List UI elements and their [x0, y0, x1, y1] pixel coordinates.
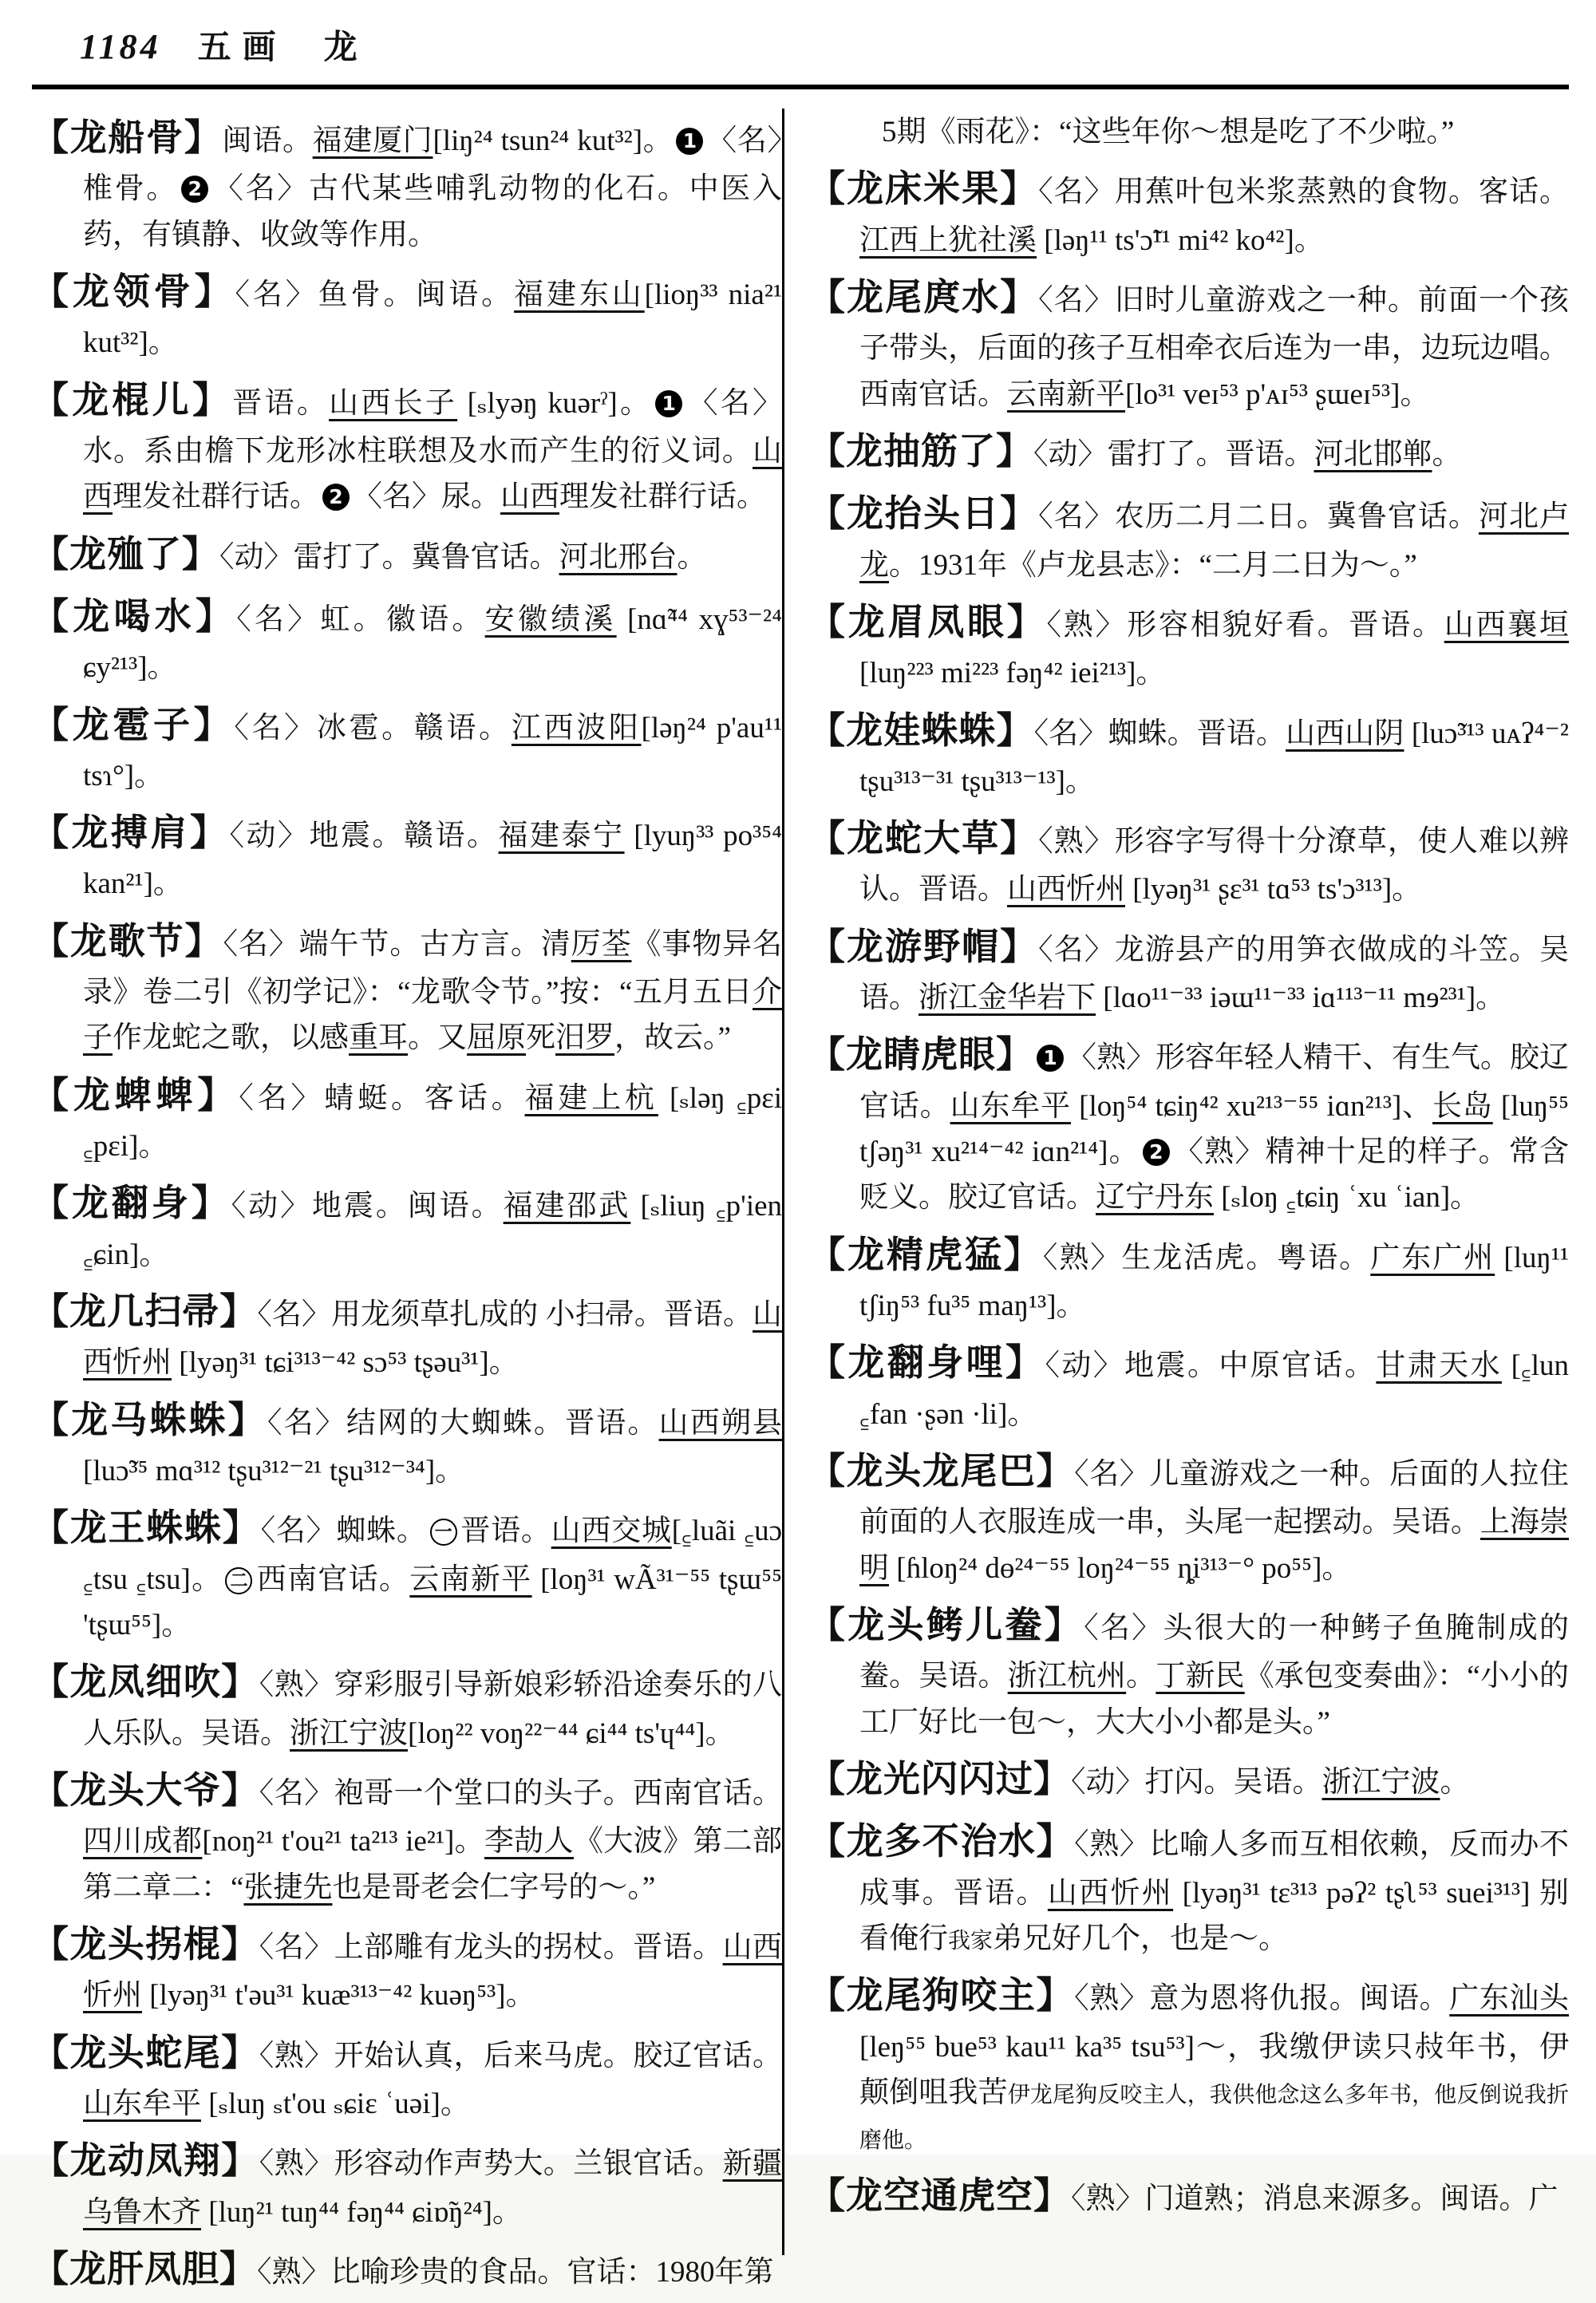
- entry-text: 〈熟〉生龙活虎。粤语。: [1042, 1241, 1371, 1274]
- entry-text: 晋语。: [460, 1515, 551, 1548]
- dict-entry: [32, 1916, 782, 2019]
- radical-label: 龙: [323, 30, 369, 66]
- entry-text: [lo³¹ veɪ⁵³ p'ᴀɪ⁵³ ʂɯeɪ⁵³]。: [1125, 377, 1430, 411]
- proper-noun: 山西交城: [551, 1515, 672, 1548]
- entry-headword: 【龙凤细吹】: [32, 1661, 259, 1703]
- dict-entry: [32, 1762, 782, 1910]
- entry-headword: 【龙歌节】: [32, 920, 223, 962]
- entry-text: [lyəŋ³¹ ʂɛ³¹ tɑ⁵³ ts'ɔ³¹³]。: [1125, 873, 1422, 907]
- dict-entry: [32, 372, 782, 520]
- proper-noun: 浙江金华岩下: [918, 982, 1096, 1015]
- entry-text: 闽语。: [222, 124, 313, 157]
- entry-headword: 【龙头蛇尾】: [32, 2032, 259, 2073]
- entry-text: 〈熟〉形容年轻人精干、有生气。胶辽官话。: [859, 1041, 1570, 1123]
- entry-text: [liŋ²⁴ tsun²⁴ kut³²]。: [433, 124, 674, 157]
- two-column-body: [32, 104, 1569, 2303]
- entry-text: 〈动〉打闪。吴语。: [1071, 1766, 1322, 1799]
- entry-text: 〈名〉头很大的一种鲓子鱼腌制成的鲞。吴语。: [859, 1612, 1570, 1693]
- entry-text: 〈动〉地震。赣语。: [229, 820, 499, 853]
- page-header: [32, 21, 1569, 80]
- proper-noun: 山西山阴: [1286, 717, 1404, 750]
- dict-entry: [808, 702, 1569, 805]
- entry-headword: 【龙蛇大草】: [808, 818, 1039, 859]
- proper-noun: 山东牟平: [950, 1089, 1072, 1123]
- entry-headword: 【龙头大爷】: [32, 1770, 259, 1811]
- entry-text: ，故云。”: [614, 1021, 731, 1055]
- entry-headword: 【龙娃蛛蛛】: [808, 709, 1034, 751]
- header-rule: [32, 85, 1569, 89]
- dict-entry: [32, 109, 782, 258]
- entry-text: 〈动〉地震。闽语。: [231, 1190, 504, 1223]
- entry-headword: 【龙马蛛蛛】: [32, 1399, 267, 1440]
- dict-entry: [808, 269, 1569, 417]
- entry-text: 〈名〉端午节。古方言。清: [223, 927, 571, 961]
- proper-noun: 辽宁丹东: [1096, 1181, 1215, 1215]
- proper-noun: 安徽绩溪: [484, 602, 617, 636]
- entry-text: 《大波》第二部第二章二：“: [83, 1825, 783, 1904]
- proper-noun: 山西襄垣: [1444, 608, 1570, 642]
- entry-text: [luɔ̃³⁵ mɑ³¹² tʂu³¹²⁻²¹ tʂu³¹²⁻³⁴]。: [83, 1455, 465, 1488]
- dict-entry: [808, 1227, 1569, 1329]
- entry-text: 。1931年《卢龙县志》：“二月二日为～。”: [889, 548, 1417, 582]
- proper-noun: 上海崇明: [859, 1506, 1570, 1585]
- right-column: [784, 104, 1569, 2303]
- dict-entry: [32, 1067, 782, 1170]
- entry-text: [leŋ⁵⁵ bue⁵³ kau¹¹ ka³⁵ tsu⁵³]～，我缴伊读只敊年书，伊颠倒咀我苦: [859, 2030, 1569, 2109]
- dict-entry: [808, 1751, 1569, 1807]
- dict-entry: [32, 913, 782, 1061]
- left-column: [32, 104, 782, 2303]
- entry-text: [lyəŋ³¹ tɛ³¹³ pəʔ² tʂʅ⁵³ suei³¹³] 别看俺行: [859, 1876, 1570, 1955]
- dict-entry: [808, 918, 1569, 1021]
- entry-text: 晋语。: [232, 386, 330, 420]
- dict-entry: [32, 2025, 782, 2127]
- entry-text: [luŋ²¹ tuŋ⁴⁴ fəŋ⁴⁴ ɕiɒ̃ŋ²⁴]。: [201, 2195, 522, 2229]
- entry-text: 〈名〉结网的大蜘蛛。晋语。: [267, 1406, 659, 1440]
- entry-headword: 【龙游野帽】: [808, 926, 1039, 967]
- proper-noun: 浙江宁波: [290, 1716, 408, 1750]
- dict-entry: [32, 2132, 782, 2235]
- dict-entry: [32, 588, 782, 691]
- proper-noun: 山西: [83, 434, 783, 514]
- entry-headword: 【龙头龙尾巴】: [808, 1451, 1075, 1492]
- proper-noun: 屈原: [467, 1021, 526, 1055]
- entry-headword: 【龙喝水】: [32, 595, 237, 637]
- stroke-section-label: 五画: [197, 30, 287, 66]
- sense-number-badge: 2: [181, 176, 208, 203]
- entry-text: 死: [526, 1021, 555, 1055]
- entry-text: 〈名〉龙游县产的用笋衣做成的斗笠。吴语。: [859, 933, 1570, 1015]
- entry-text: 5期《雨花》：“这些年你～想是吃了不少啦。”: [882, 116, 1455, 148]
- entry-text: 〈熟〉比喻珍贵的食品。官话：1980年第: [257, 2255, 774, 2289]
- dict-entry: [32, 697, 782, 800]
- entry-text: 。: [677, 540, 707, 574]
- entry-text: 〈名〉用龙须草扎成的 小扫帚。晋语。: [257, 1298, 753, 1332]
- entry-headword: 【龙尾狗咬主】: [808, 1975, 1075, 2017]
- entry-text: [loŋ³¹ wÃ³¹⁻⁵⁵ tʂɯ⁵⁵ 'tʂɯ⁵⁵]。: [83, 1562, 783, 1642]
- entry-headword: 【龙尾庹水】: [808, 276, 1039, 318]
- proper-noun: 广东汕头: [1449, 1982, 1570, 2016]
- entry-text: 〈名〉蜘蛛。晋语。: [1033, 717, 1286, 750]
- sense-number-badge: 1: [676, 128, 703, 155]
- entry-text: [lioŋ³³ nia²¹ kut³²]。: [83, 278, 783, 360]
- entry-text: [luɔ̃³¹³ uᴀʔ⁴⁻² tʂu³¹³⁻³¹ tʂu³¹³⁻¹³]。: [859, 717, 1570, 798]
- proper-noun: 浙江宁波: [1321, 1766, 1440, 1799]
- entry-continuation: [808, 109, 1569, 155]
- entry-text: 〈熟〉意为恩将仇报。闽语。: [1074, 1982, 1450, 2016]
- entry-headword: 【龙空通虎空】: [808, 2175, 1072, 2216]
- entry-text: 理发社群行话。: [559, 480, 766, 514]
- dict-entry: [808, 160, 1569, 263]
- entry-text: [noŋ²¹ t'ou²¹ ta²¹³ ie²¹]。: [202, 1825, 484, 1859]
- dict-entry: [32, 1175, 782, 1278]
- page-number: 1184: [80, 27, 161, 66]
- entry-text: 作龙蛇之歌，以感: [113, 1021, 349, 1055]
- proper-noun: 汨罗: [555, 1021, 614, 1055]
- dict-entry: [32, 263, 782, 366]
- proper-noun: 山西忻州: [83, 1298, 783, 1380]
- gloss-small-text: 伊龙尾狗反咬主人，我供他念这么多年书，他反倒说我折磨他。: [859, 2082, 1569, 2154]
- entry-headword: 【龙睛虎眼】: [808, 1034, 1034, 1076]
- entry-text: [loŋ²² voŋ²²⁻⁴⁴ ɕi⁴⁴ ts'ɥ⁴⁴]。: [408, 1716, 735, 1750]
- entry-text: 〈熟〉开始认真，后来马虎。胶辽官话。: [259, 2039, 783, 2072]
- entry-headword: 【龙眉凤眼】: [808, 601, 1047, 642]
- entry-text: [lyəŋ³¹ tɕi³¹³⁻⁴² sɔ⁵³ tʂəu³¹]。: [172, 1346, 519, 1380]
- entry-text: 〈名〉农历二月二日。冀鲁官话。: [1038, 500, 1479, 534]
- entry-text: 《事物异名录》卷二引《初学记》：“龙歌令节。”按：“五月五日: [83, 927, 783, 1009]
- entry-text: 弟兄好几个，也是～。: [993, 1922, 1289, 1955]
- entry-headword: 【龙头拐棍】: [32, 1923, 259, 1965]
- entry-headword: 【龙翻身哩】: [808, 1342, 1045, 1384]
- entry-text: 〈名〉儿童游戏之一种。后面的人拉住前面的人衣服连成一串，头尾一起摆动。吴语。: [859, 1458, 1570, 1539]
- entry-text: 〈熟〉穿彩服引导新娘彩轿沿途奏乐的八人乐队。吴语。: [83, 1669, 783, 1750]
- proper-noun: 重耳: [349, 1021, 408, 1055]
- dict-entry: [32, 1392, 782, 1495]
- entry-text: [ₛləŋ ꜁pɛi ꜁pɛi]。: [83, 1081, 783, 1163]
- entry-text: 〈动〉地震。中原官话。: [1045, 1349, 1377, 1383]
- entry-headword: 【龙王蛛蛛】: [32, 1507, 261, 1549]
- entry-text: 〈名〉蜻蜓。客话。: [239, 1081, 525, 1115]
- entry-headword: 【龙领骨】: [32, 271, 235, 312]
- proper-noun: 厉荃: [571, 927, 632, 961]
- entry-text: [lyəŋ³¹ t'əu³¹ kuæ³¹³⁻⁴² kuəŋ⁵³]。: [142, 1979, 535, 2013]
- entry-text: 。: [1126, 1660, 1156, 1693]
- entry-text: 〈熟〉形容相貌好看。晋语。: [1046, 608, 1444, 642]
- entry-text: 〈熟〉门道熟；消息来源多。闽语。广: [1071, 2182, 1558, 2215]
- sense-circle-label: 一: [430, 1519, 457, 1546]
- entry-text: 〈动〉雷打了。晋语。: [1033, 437, 1314, 471]
- proper-noun: 四川成都: [83, 1825, 203, 1859]
- proper-noun: 福建泰宁: [498, 820, 625, 853]
- entry-headword: 【龙动凤翔】: [32, 2140, 259, 2182]
- entry-text: 〈动〉雷打了。冀鲁官话。: [219, 540, 559, 574]
- entry-text: [꜁lun ꜁fan ·ʂən ·li]。: [859, 1349, 1570, 1431]
- proper-noun: 福建邵武: [503, 1190, 631, 1223]
- proper-noun: 福建厦门: [312, 124, 433, 157]
- entry-text: [nɑ̃⁴⁴ xɣ⁵³⁻²⁴ ɕy²¹³]。: [83, 602, 783, 685]
- entry-text: 理发社群行话。: [113, 480, 319, 514]
- sense-number-badge: 1: [1037, 1045, 1064, 1072]
- proper-noun: 丁新民: [1156, 1660, 1245, 1693]
- entry-text: 〈名〉水。系由檐下龙形冰柱联想及水而产生的衍义词。: [83, 386, 783, 468]
- dict-entry: [808, 423, 1569, 480]
- entry-text: [luŋ¹¹ tʃiŋ⁵³ fu³⁵ maŋ¹³]。: [859, 1241, 1570, 1323]
- proper-noun: 山西: [500, 480, 559, 514]
- entry-text: 〈熟〉形容动作声势大。兰银官话。: [259, 2147, 723, 2181]
- entry-text: [꜁luãi ꜁uɔ ꜁tsu ꜁tsu]。: [83, 1515, 783, 1596]
- entry-text: 西南官话。: [255, 1562, 410, 1596]
- dict-entry: [808, 594, 1569, 697]
- entry-text: [ₛloŋ ꜁tɕiŋ ʿxu ʿian]。: [1214, 1181, 1480, 1215]
- sense-circle-label: 二: [225, 1567, 252, 1594]
- entry-headword: 【龙床米果】: [808, 168, 1039, 210]
- proper-noun: 浙江杭州: [1007, 1660, 1127, 1693]
- entry-headword: 【龙殈了】: [32, 533, 219, 575]
- entry-text: [loŋ⁵⁴ tɕiŋ⁴² xu²¹³⁻⁵⁵ iɑn²¹³]、: [1071, 1089, 1432, 1123]
- entry-headword: 【龙肝凤胆】: [32, 2248, 257, 2289]
- entry-text: 。: [1440, 1766, 1470, 1799]
- entry-text: [luŋ²²³ mi²²³ fəŋ⁴² iei²¹³]。: [859, 657, 1166, 690]
- entry-headword: 【龙头鲓儿鲞】: [808, 1605, 1084, 1646]
- entry-text: 〈名〉椎骨。: [83, 124, 783, 206]
- proper-noun: 山东牟平: [83, 2087, 201, 2120]
- entry-headword: 【龙搏肩】: [32, 812, 230, 854]
- dict-entry: [808, 485, 1569, 588]
- proper-noun: 江西上犹社溪: [859, 223, 1037, 257]
- sense-number-badge: 2: [322, 484, 350, 511]
- entry-text: 〈熟〉比喻人多而互相依赖，反而办不成事。晋语。: [859, 1828, 1570, 1910]
- entry-text: 。: [1432, 437, 1462, 471]
- entry-headword: 【龙雹子】: [32, 704, 235, 745]
- proper-noun: 李劼人: [484, 1825, 574, 1859]
- dict-entry: [808, 1597, 1569, 1745]
- proper-noun: 云南新平: [409, 1562, 532, 1596]
- entry-headword: 【龙精虎猛】: [808, 1234, 1043, 1275]
- entry-text: 〈名〉鱼骨。闽语。: [235, 278, 515, 311]
- entry-headword: 【龙翻身】: [32, 1183, 231, 1224]
- entry-text: 也是哥老会仁字号的～。”: [332, 1870, 656, 1904]
- dict-entry: [32, 1499, 782, 1648]
- proper-noun: 山西忻州: [1007, 873, 1126, 907]
- proper-noun: 山西朔县: [658, 1406, 783, 1440]
- entry-headword: 【龙几扫帚】: [32, 1291, 258, 1333]
- proper-noun: 河北邯郸: [1314, 437, 1432, 471]
- entry-headword: 【龙抽筋了】: [808, 430, 1034, 472]
- entry-text: 〈名〉古代某些哺乳动物的化石。中医入药，有镇静、收敛等作用。: [83, 172, 783, 251]
- proper-noun: 长岛: [1432, 1089, 1493, 1123]
- sense-number-badge: 2: [1143, 1139, 1170, 1166]
- entry-text: 〈熟〉形容字写得十分潦草，使人难以辨认。晋语。: [859, 825, 1570, 907]
- entry-headword: 【龙棍儿】: [32, 379, 233, 421]
- proper-noun: 福建上杭: [524, 1081, 658, 1115]
- entry-text: [ₛliuŋ ꜁p'ien ꜁ɕin]。: [83, 1190, 783, 1271]
- proper-noun: 江西波阳: [511, 711, 642, 745]
- proper-noun: 甘肃天水: [1376, 1349, 1502, 1383]
- proper-noun: 山西忻州: [83, 1930, 783, 2013]
- dict-entry: [808, 1967, 1569, 2161]
- entry-text: 。又: [408, 1021, 467, 1055]
- dict-entry: [32, 2241, 782, 2297]
- proper-noun: 山西长子: [329, 386, 458, 420]
- entry-text: 〈名〉冰雹。赣语。: [234, 711, 512, 745]
- proper-noun: 张捷先: [243, 1870, 333, 1904]
- proper-noun: 介子: [83, 976, 783, 1055]
- entry-text: [ₛlyəŋ kuərˀ]。: [457, 386, 653, 420]
- entry-headword: 【龙多不治水】: [808, 1821, 1075, 1863]
- proper-noun: 新疆乌鲁木齐: [83, 2147, 783, 2229]
- entry-text: 〈名〉蜘蛛。: [260, 1515, 427, 1548]
- entry-text: [lɑo¹¹⁻³³ iəɯ¹¹⁻³³ iɑ¹¹³⁻¹¹ mɘ²³¹]。: [1096, 982, 1506, 1015]
- dict-entry: [808, 810, 1569, 913]
- entry-text: 〈熟〉精神十足的样子。常含贬义。胶辽官话。: [859, 1136, 1570, 1215]
- entry-text: [lyuŋ³³ po³⁵⁴ kan²¹]。: [83, 820, 783, 901]
- dict-entry: [32, 1283, 782, 1386]
- dict-entry: [808, 1334, 1569, 1437]
- entry-text: 〈名〉尿。: [353, 480, 500, 514]
- sense-number-badge: 1: [655, 390, 682, 417]
- dict-entry: [808, 1813, 1569, 1961]
- entry-text: [ɦloŋ²⁴ dɵ²⁴⁻⁵⁵ loŋ²⁴⁻⁵⁵ ȵi³¹³⁻° po⁵⁵]。: [889, 1551, 1352, 1585]
- entry-text: 〈名〉旧时儿童游戏之一种。前面一个孩子带头，后面的孩子互相牵衣后连为一串，边玩边唱。西南官话。: [859, 283, 1570, 411]
- entry-headword: 【龙光闪闪过】: [808, 1759, 1072, 1800]
- entry-text: [ləŋ²⁴ p'au¹¹ tsɿ°]。: [83, 711, 783, 792]
- entry-text: 〈名〉虹。徽语。: [236, 602, 485, 636]
- dict-entry: [32, 804, 782, 907]
- dict-entry: [808, 2167, 1569, 2224]
- entry-headword: 【龙抬头日】: [808, 493, 1039, 535]
- entry-text: 〈名〉上部雕有龙头的拐杖。晋语。: [259, 1930, 723, 1964]
- proper-noun: 福建东山: [514, 278, 645, 311]
- proper-noun: 山西忻州: [1047, 1876, 1174, 1910]
- dict-entry: [32, 1653, 782, 1756]
- proper-noun: 河北邢台: [559, 540, 678, 574]
- entry-text: 《承包变奏曲》：“小小的工厂好比一包～，大大小小都是头。”: [859, 1660, 1570, 1739]
- entry-text: [ləŋ¹¹ ts'ɔ̃¹¹ mi⁴² ko⁴²]。: [1037, 223, 1324, 257]
- proper-noun: 河北卢龙: [859, 500, 1570, 582]
- entry-text: 〈名〉袍哥一个堂口的头子。西南官话。: [259, 1777, 783, 1810]
- entry-headword: 【龙蜱蜱】: [32, 1074, 239, 1116]
- dict-entry: [808, 1443, 1569, 1591]
- gloss-small-text: 我家: [948, 1928, 994, 1953]
- entry-headword: 【龙船骨】: [32, 117, 223, 158]
- entry-text: 〈名〉用蕉叶包米浆蒸熟的食物。客话。: [1038, 176, 1570, 209]
- proper-noun: 广东广州: [1370, 1241, 1495, 1274]
- entry-text: [ₛluŋ ₛt'ou ₛɕiɛ ʿuəi]。: [201, 2087, 470, 2120]
- proper-noun: 云南新平: [1007, 377, 1126, 411]
- entry-text: [luŋ⁵⁵ tʃəŋ³¹ xu²¹⁴⁻⁴² iɑn²¹⁴]。: [859, 1089, 1570, 1169]
- dict-entry: [808, 1026, 1569, 1220]
- dict-entry: [32, 526, 782, 583]
